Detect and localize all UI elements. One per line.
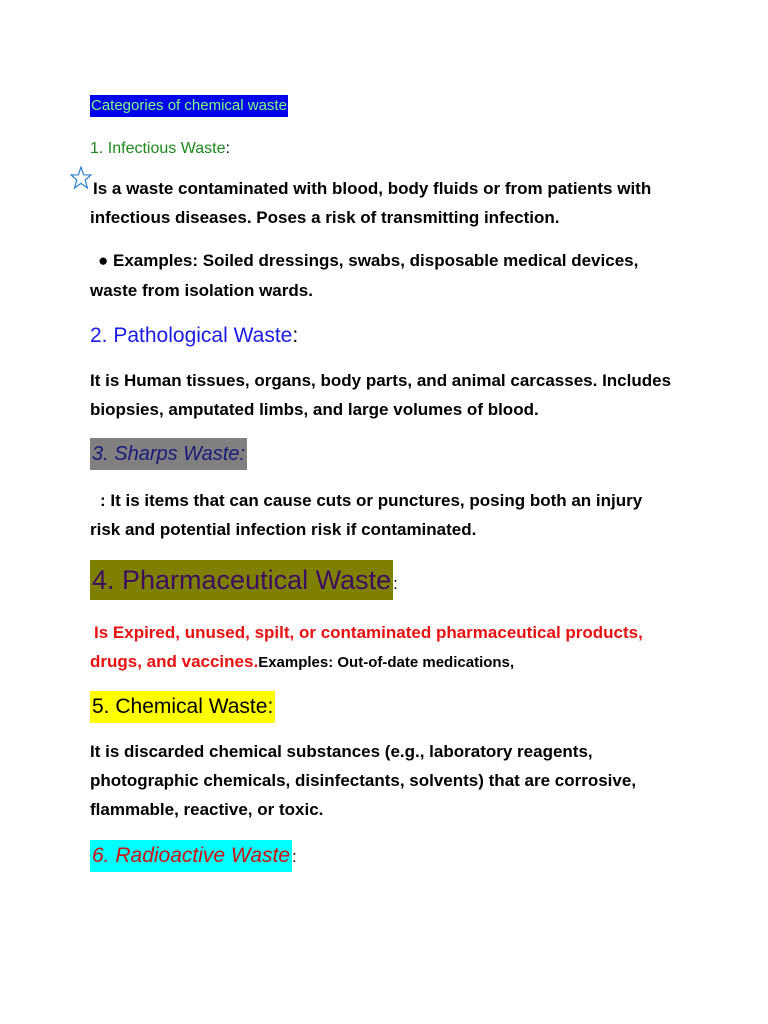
pharmaceutical-text-line-1: Is Expired, unused, spilt, or contaminated pharmaceutical products, [94,623,643,642]
infectious-examples-line-1: ● Examples: Soiled dressings, swabs, disposable medical devices, [98,251,639,270]
heading-colon: : [225,140,230,157]
pharmaceutical-text-line-2-red: drugs, and vaccines. [90,652,259,671]
chemical-text-line-1: It is discarded chemical substances (e.g., laboratory reagents, [90,742,593,761]
chemical-text-line-2: photographic chemicals, disinfectants, solvents) that are corrosive, [90,771,637,790]
chemical-text-line-3: flammable, reactive, or toxic. [90,800,324,819]
heading-sharps-waste [90,438,247,470]
document-title [90,95,288,117]
pharmaceutical-text-line-2 [90,651,514,674]
heading-colon: : [292,324,299,347]
heading-pharmaceutical-waste-text: 4. Pharmaceutical Waste [90,560,393,600]
sharps-text-line-1: : It is items that can cause cuts or punctures, posing both an injury [100,491,643,510]
infectious-examples-line-2: waste from isolation wards. [90,281,313,300]
heading-chemical-waste [90,691,275,723]
heading-radioactive-waste [90,840,297,873]
heading-colon: : [292,847,297,866]
heading-infectious-waste-text: 1. Infectious Waste [90,140,226,157]
heading-pathological-waste [90,322,298,350]
infectious-text-line-1: Is a waste contaminated with blood, body fluids or from patients with [93,179,652,198]
document-title-text: Categories of chemical waste [90,95,288,117]
heading-pathological-waste-text: 2. Pathological Waste [90,324,293,347]
heading-chemical-waste-text: 5. Chemical Waste: [90,691,275,723]
heading-colon: : [393,574,398,593]
heading-radioactive-waste-text: 6. Radioactive Waste [90,840,292,872]
sharps-text-line-2: risk and potential infection risk if contaminated. [90,520,477,539]
infectious-text-line-2: infectious diseases. Poses a risk of transmitting infection. [90,208,560,227]
heading-pharmaceutical-waste [90,560,398,604]
pathological-text-line-2: biopsies, amputated limbs, and large volumes of blood. [90,400,539,419]
heading-infectious-waste [90,138,230,160]
heading-sharps-waste-text: 3. Sharps Waste: [90,438,247,470]
star-outline-icon [70,166,92,190]
pathological-text-line-1: It is Human tissues, organs, body parts, and animal carcasses. Includes [90,371,672,390]
pharmaceutical-examples: Examples: Out-of-date medications, [258,654,515,671]
